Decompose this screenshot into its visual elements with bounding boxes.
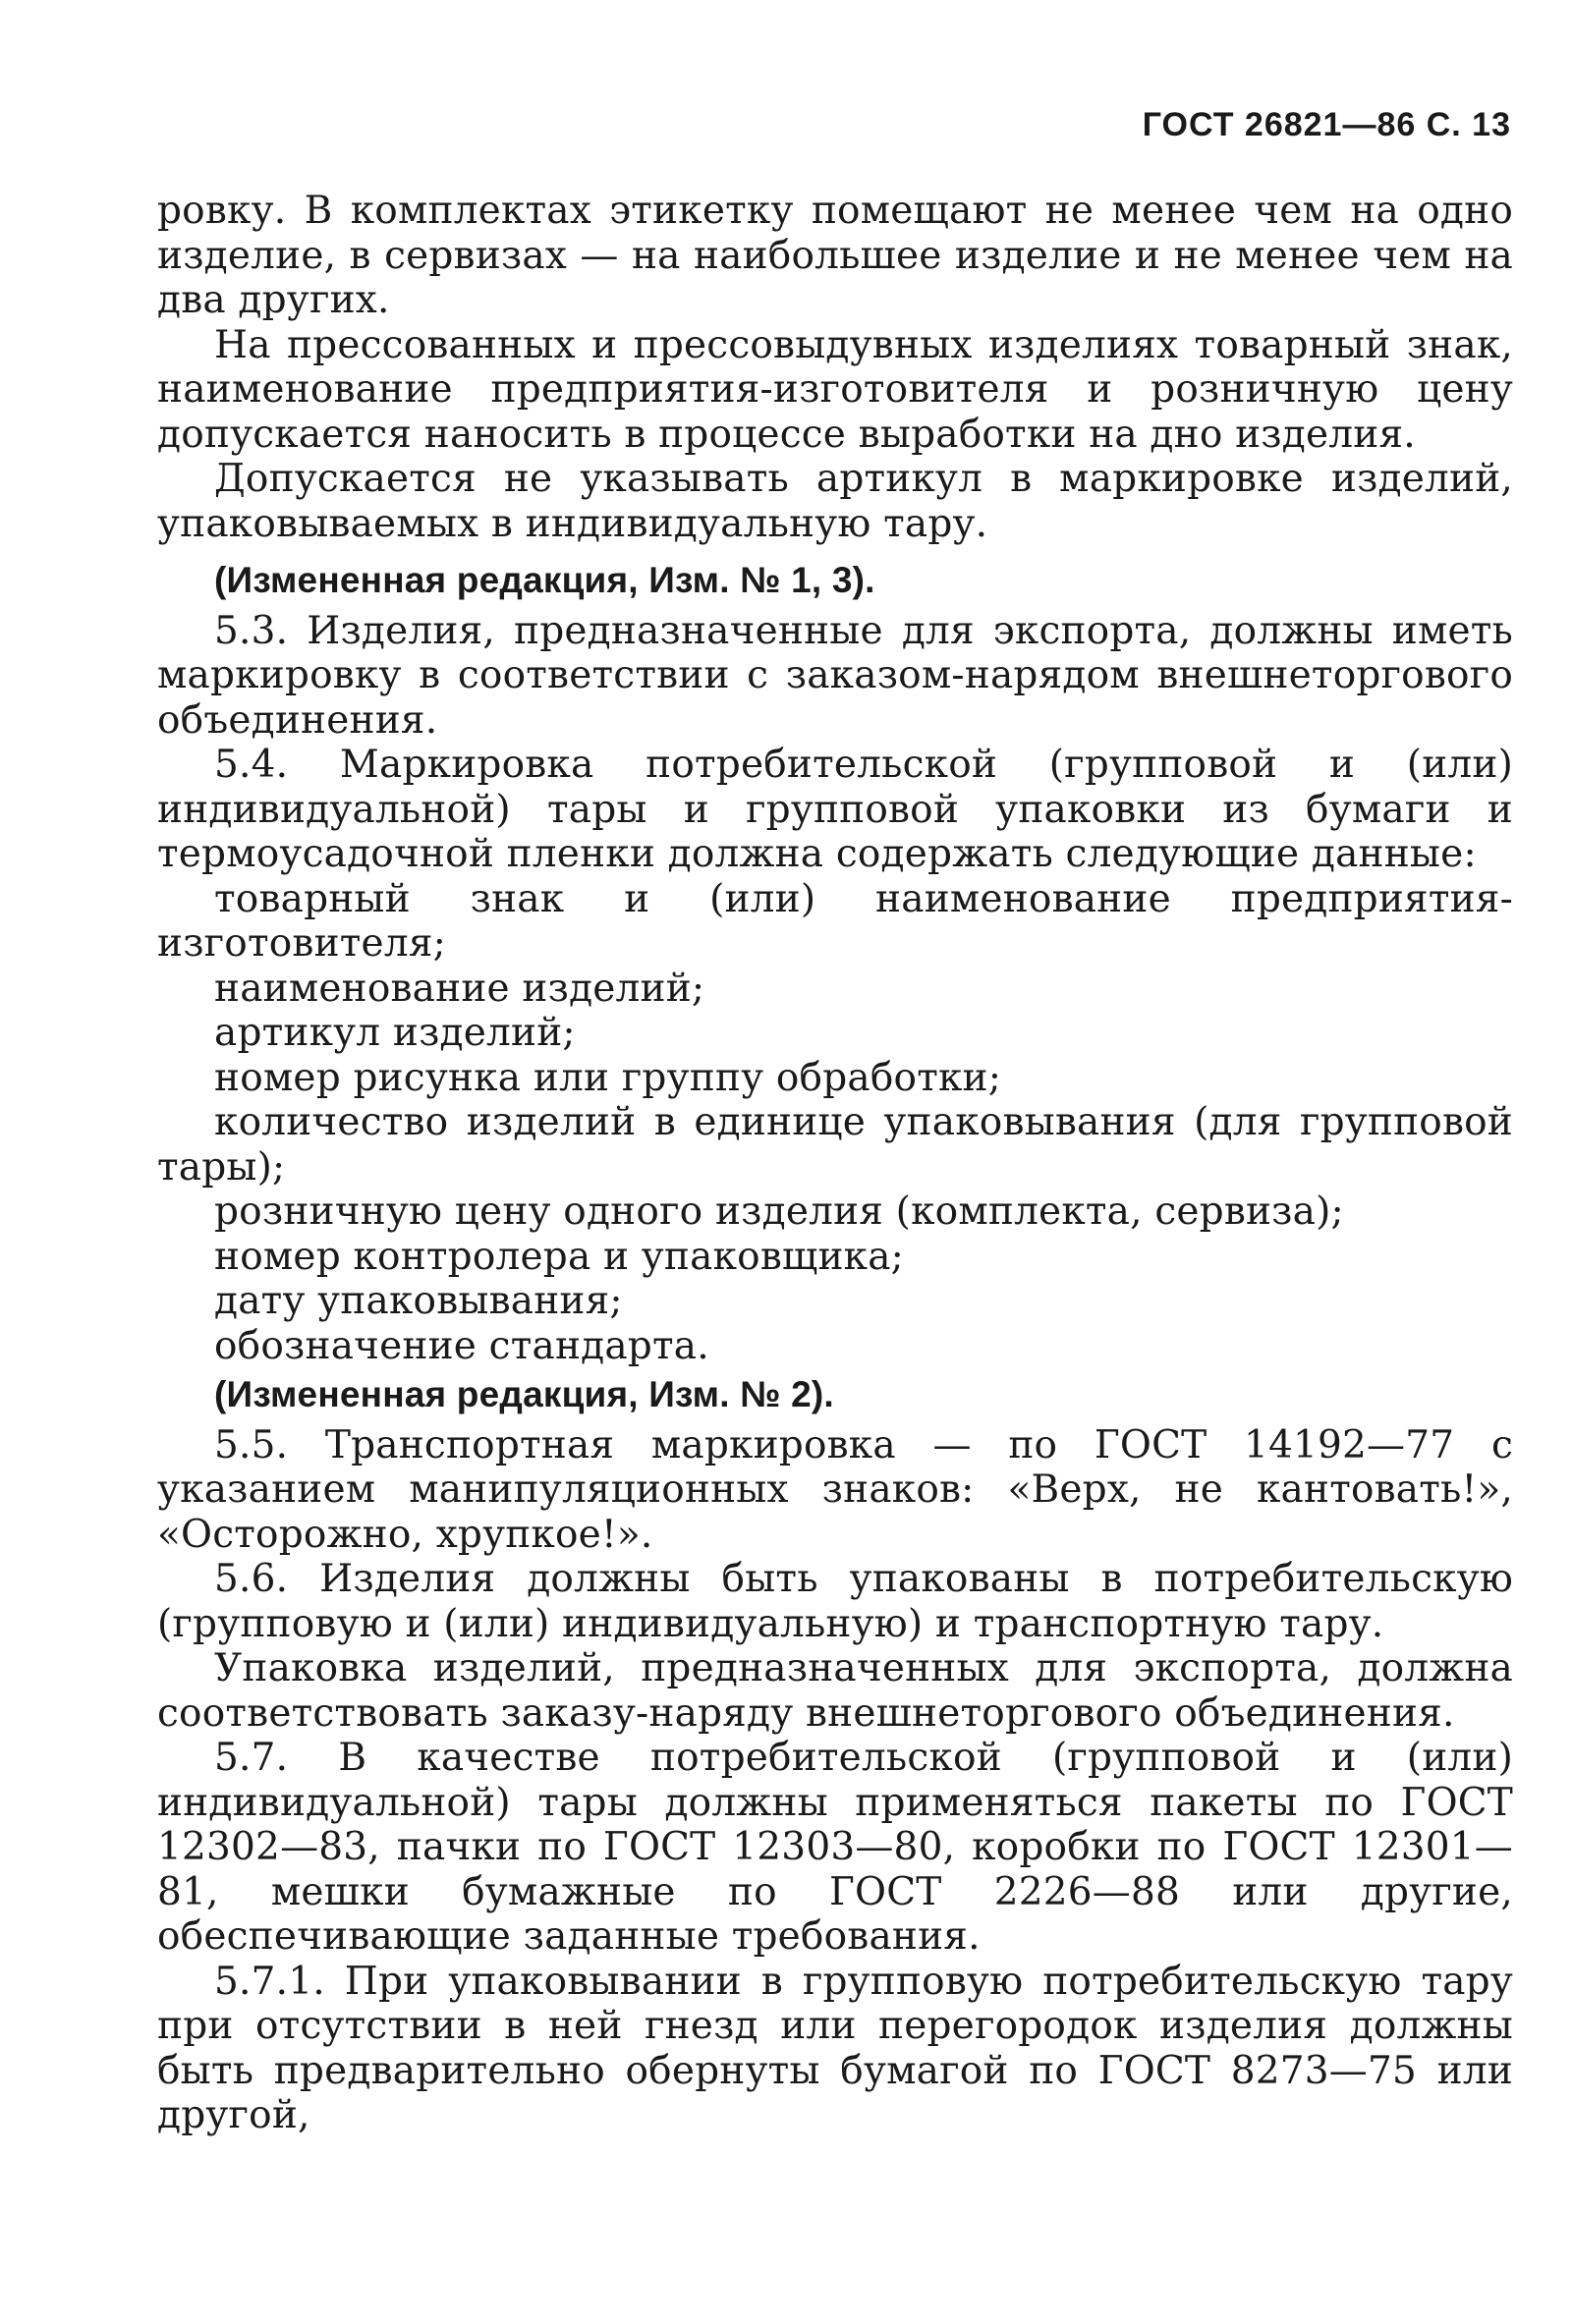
list-item: артикул изделий; <box>214 1011 576 1055</box>
paragraph-pressed-items: На прессованных и прессовыдувных изделиях товарный знак, наименование предприятия-изготовителя и розничную цену допускается наносить в процессе выработки на дно изделия. <box>157 322 1513 457</box>
list-item: номер контролера и упаковщика; <box>214 1234 905 1279</box>
list-item: дату упаковывания; <box>214 1279 623 1323</box>
revision-note-2: (Измененная редакция, Изм. № 2). <box>214 1374 834 1414</box>
list-item: количество изделий в единице упаковывания (для групповой тары); <box>157 1100 1513 1190</box>
list-item: розничную цену одного изделия (комплекта, сервиза); <box>214 1190 1344 1234</box>
list-item: номер рисунка или группу обработки; <box>214 1055 1002 1100</box>
paragraph-5-7: 5.7. В качестве потребительской (групповой и (или) индивидуальной) тары должны применяться пакеты по ГОСТ 12302—83, пачки по ГОСТ 12303—80, коробки по ГОСТ 12301—81, мешки бумажные по ГОСТ 2226—88 или другие, обеспечивающие заданные требования. <box>157 1736 1513 1959</box>
document-body <box>157 189 1513 2138</box>
list-item: обозначение стандарта. <box>214 1323 709 1368</box>
paragraph-5-6: 5.6. Изделия должны быть упакованы в потребительскую (групповую и (или) индивидуальную) и транспортную тару. <box>157 1557 1513 1646</box>
paragraph-5-4: 5.4. Маркировка потребительской (групповой и (или) индивидуальной) тары и групповой упаковки из бумаги и термоусадочной пленки должна содержать следующие данные: <box>157 743 1513 876</box>
paragraph-5-6-export: Упаковка изделий, предназначенных для экспорта, должна соответствовать заказу-наряду внешнеторгового объединения. <box>157 1646 1513 1736</box>
paragraph-5-7-1: 5.7.1. При упаковывании в групповую потребительскую тару при отсутствии в ней гнезд или перегородок изделия должны быть предварительно обернуты бумагой по ГОСТ 8273—75 или другой, <box>157 1959 1513 2137</box>
list-item: товарный знак и (или) наименование предприятия-изготовителя; <box>157 876 1513 966</box>
list-item: наименование изделий; <box>214 966 705 1011</box>
page-header: ГОСТ 26821—86 С. 13 <box>1142 106 1511 143</box>
revision-note-1: (Измененная редакция, Изм. № 1, 3). <box>214 560 875 600</box>
paragraph-article-omission: Допускается не указывать артикул в маркировке изделий, упаковываемых в индивидуальную тару. <box>157 457 1513 546</box>
paragraph-continuation: ровку. В комплектах этикетку помещают не менее чем на одно изделие, в сервизах — на наибольшее изделие и не менее чем на два других. <box>157 189 1513 322</box>
paragraph-5-5: 5.5. Транспортная маркировка — по ГОСТ 14192—77 с указанием манипуляционных знаков: «Верх, не кантовать!», «Осторожно, хрупкое!». <box>157 1422 1513 1557</box>
paragraph-5-3: 5.3. Изделия, предназначенные для экспорта, должны иметь маркировку в соответствии с заказом-нарядом внешнеторгового объединения. <box>157 608 1513 743</box>
